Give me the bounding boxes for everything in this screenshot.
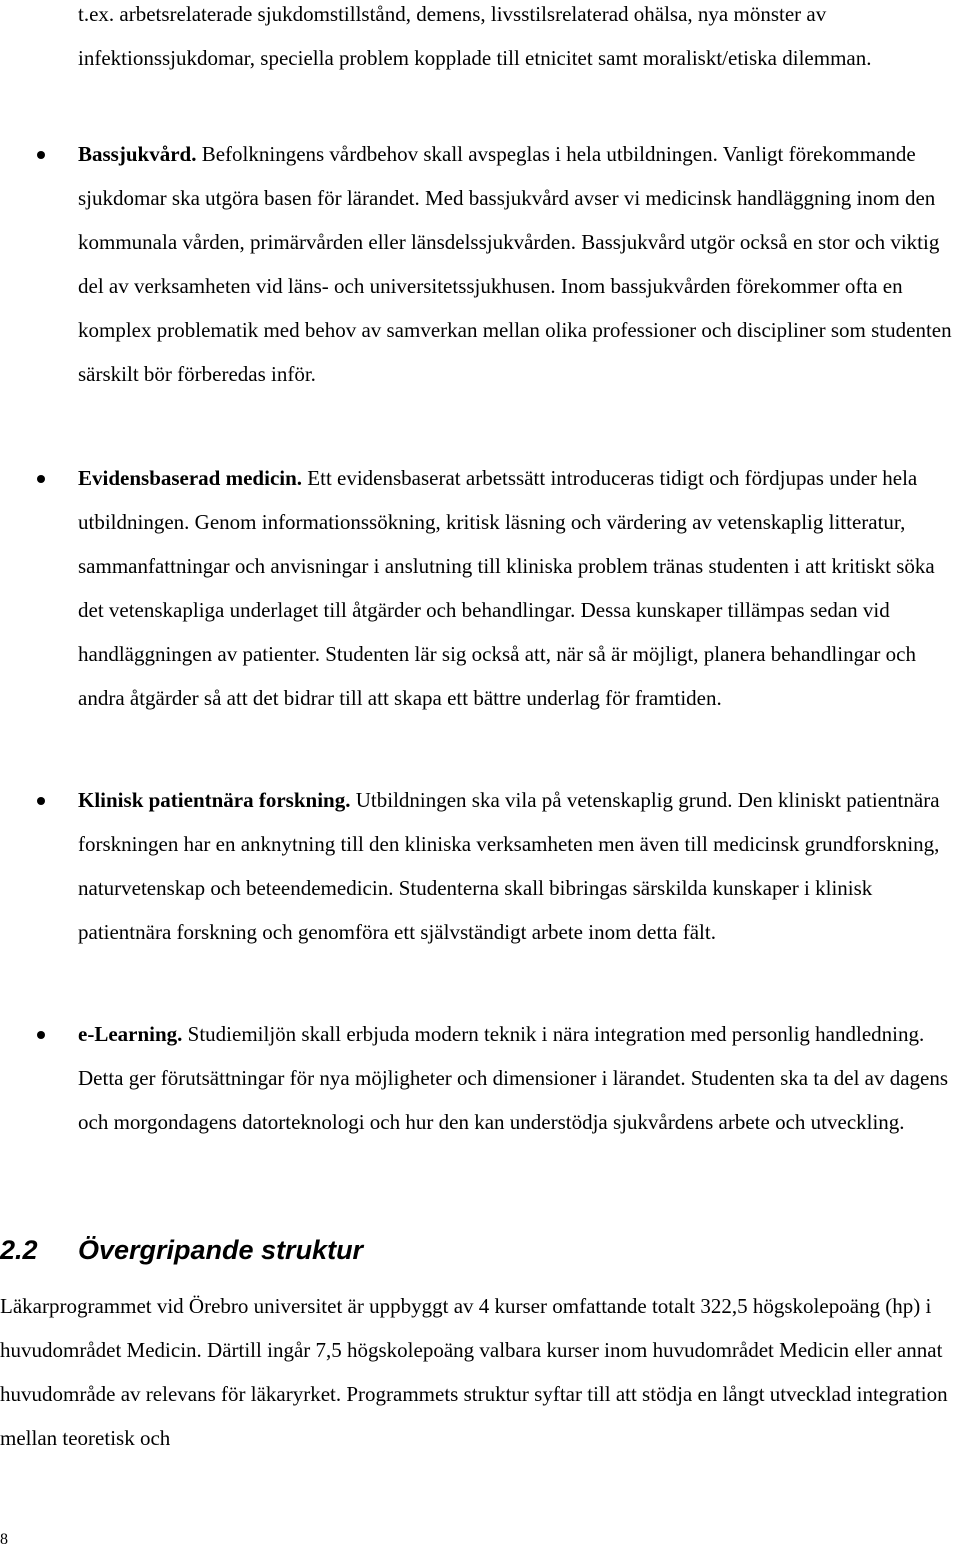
bullet-body — [78, 132, 958, 396]
bullet-body — [78, 778, 958, 954]
bullet-title: Klinisk patientnära forskning. — [78, 788, 351, 812]
bullet-title: Evidensbaserad medicin. — [78, 466, 303, 490]
bullet-text: Studiemiljön skall erbjuda modern teknik i nära integration med personlig handledning. Detta ger förutsättningar för nya möjligheter och dimensioner i lärandet. Studenten ska ta del av dagens och morgondagens datorteknologi och hur den kan understödja sjukvårdens arbete och utveckling. — [78, 1022, 949, 1134]
bullet-icon — [37, 1031, 45, 1039]
bullet-icon — [37, 797, 45, 805]
bullet-text: Ett evidensbaserat arbetssätt introduceras tidigt och fördjupas under hela utbildningen. Genom informationssökning, kritisk läsning och värdering av vetenskaplig litteratur, sammanfattningar och anvisningar i anslutning till kliniska problem tränas studenten i att kritiskt söka det vetenskapliga underlaget till åtgärder och behandlingar. Dessa kunskaper tillämpas sedan vid handläggningen av patienter. Studenten lär sig också att, när så är möjligt, planera behandlingar och andra åtgärder så att det bidrar till att skapa ett bättre underlag för framtiden. — [78, 466, 935, 710]
bullet-body — [78, 1012, 958, 1144]
continuation-text: t.ex. arbetsrelaterade sjukdomstillstånd, demens, livsstilsrelaterad ohälsa, nya mönster av infektionssjukdomar, speciella problem kopplade till etnicitet samt moraliskt/etiska dilemman. — [78, 2, 872, 70]
bullet-title: Bassjukvård. — [78, 142, 197, 166]
bullet-body — [78, 456, 958, 720]
section-paragraph: Läkarprogrammet vid Örebro universitet är uppbyggt av 4 kurser omfattande totalt 322,5 högskolepoäng (hp) i huvudområdet Medicin. Därtill ingår 7,5 högskolepoäng valbara kurser inom huvudområdet Medicin eller annat huvudområde av relevans för läkaryrket. Programmets struktur syftar till att stödja en långt utvecklad integration mellan teoretisk och — [0, 1294, 948, 1450]
section-number: 2.2 — [0, 1235, 38, 1265]
bullet-text: Utbildningen ska vila på vetenskaplig grund. Den kliniskt patientnära forskningen har en anknytning till den kliniska verksamheten men även till medicinsk grundforskning, naturvetenskap och beteendemedicin. Studenterna skall bibringas särskilda kunskaper i klinisk patientnära forskning och genomföra ett självständigt arbete inom detta fält. — [78, 788, 940, 944]
section-title: Övergripande struktur — [78, 1235, 364, 1265]
section-heading — [0, 1228, 960, 1272]
bullet-icon — [37, 151, 45, 159]
bullet-text: Befolkningens vårdbehov skall avspeglas i hela utbildningen. Vanligt förekommande sjukdomar ska utgöra basen för lärandet. Med bassjukvård avser vi medicinsk handläggning inom den kommunala vården, primärvården eller länsdelssjukvården. Bassjukvård utgör också en stor och viktig del av verksamheten vid läns- och universitetssjukhusen. Inom bassjukvården förekommer ofta en komplex problematik med behov av samverkan mellan olika professioner och discipliner som studenten särskilt bör förberedas inför. — [78, 142, 952, 386]
bullet-title: e-Learning. — [78, 1022, 183, 1046]
bullet-icon — [37, 475, 45, 483]
page-number: 8 — [0, 1531, 8, 1548]
